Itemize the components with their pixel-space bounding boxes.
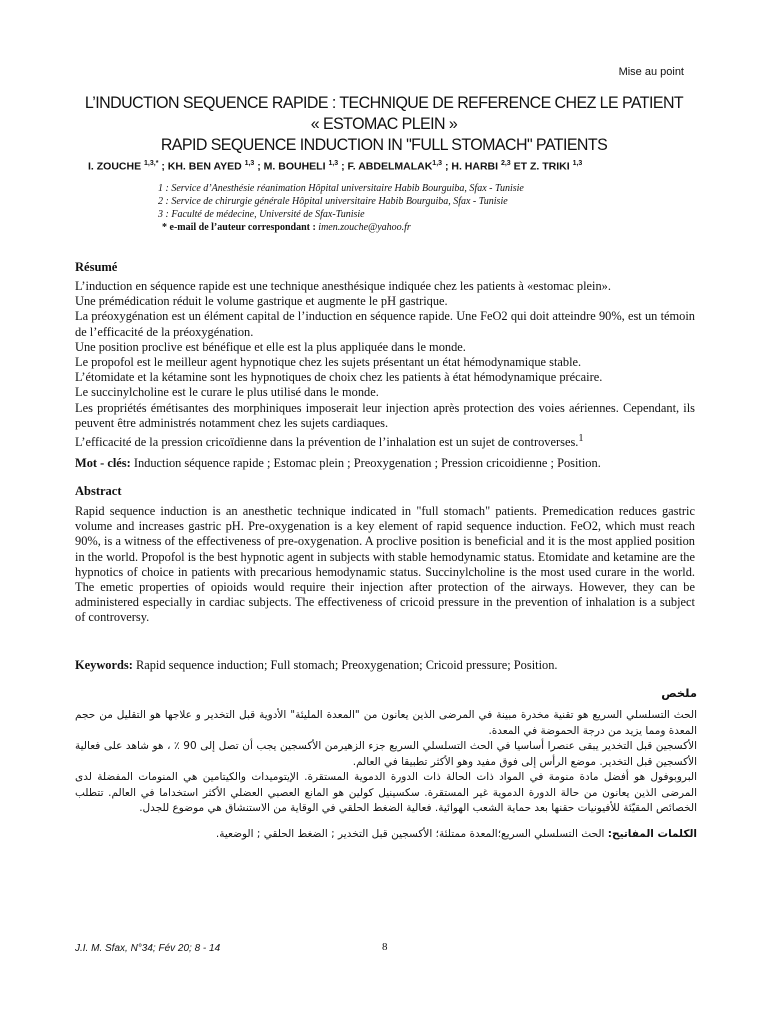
resume-last-sentence: L’efficacité de la pression cricoïdienne dans la prévention de l’inhalation est un sujet de controverses. (75, 435, 579, 450)
author-list: I. ZOUCHE $^{1,3,*}$ ; KH. BEN AYED $^{1,3}$ ; M. BOUHELI $^{1,3}$ ; F. ABDELMALAK$^{1,3}$ ; H. HARBI $^{2,3}$ ET Z. TRIKI $^{1,3}$ (88, 160, 583, 173)
correspondence-label: * e-mail de l’auteur correspondant : (162, 222, 316, 233)
resume-paragraph: L’étomidate et la kétamine sont les hypnotiques de choix chez les patients à état hémodynamique précaire. (75, 370, 603, 385)
author-affiliation-marker: 1,3,* (144, 160, 159, 167)
author-affiliation-marker: 1,3 (244, 160, 255, 167)
resume-paragraph: L’induction en séquence rapide est une technique anesthésique indiquée chez les patients à «estomac plein». (75, 279, 611, 293)
arabic-paragraph: الحث التسلسلي السريع هو تقنية مخدرة مبينة في المرضى الذين يعانون من "المعدة المليئة" الأدوية قبل التخدير و علاجها هو التقليل من حجم المعدة ومما يزيد من درجة الحموضة في المعدة. (75, 709, 697, 737)
keywords (75, 658, 695, 673)
arabic-keywords-text: الحث التسلسلي السريع؛المعدة ممتلئة؛ الأكسجين قبل التخدير ; الضغط الحلقي ; الوضعية. (215, 828, 605, 840)
author-affiliation-marker: 1,3 (328, 160, 339, 167)
mots-cles-text: Induction séquence rapide ; Estomac plein ; Preoxygenation ; Pression cricoidienne ; Position. (133, 456, 601, 470)
section-rubric: Mise au point (618, 66, 684, 78)
page-number: 8 (382, 941, 388, 953)
resume-heading: Résumé (75, 260, 118, 274)
author: I. ZOUCHE (88, 160, 142, 173)
author: M. BOUHELI (263, 160, 326, 173)
resume-body (75, 279, 695, 450)
resume-paragraph: Le succinylcholine est le curare le plus utilisé dans le monde. (75, 385, 379, 400)
author: F. ABDELMALAK (347, 160, 433, 173)
arabic-paragraph: البروبوفول هو أفضل مادة منومة في المواد ذات الحالة ذات الدورة الدموية المستقرة. الإيتوميدات والكيتامين هي المنومات المفضلة لدى المرضى الذين يعانون من حالة الدورة الدموية غير المستقرة. سكسينيل كولين هو المانع العصبي العضلي الأكثر استخداما في العالم. تتطلب الخصائص المقيّئة للأفيونيات حقنها بعد حماية الشعب الهوائية. فعالية الضغط الحلقي في الوقاية من الاستنشاق هي موضوع للجدل. (75, 771, 697, 814)
resume-paragraph: Une position proclive est bénéfique et elle est la plus appliquée dans le monde. (75, 339, 466, 354)
author-affiliation-marker: 1,3 (572, 160, 583, 167)
resume-paragraph: La préoxygénation est un élément capital de l’induction en séquence rapide. Une FeO2 qui doit atteindre 90%, est un témoin de l’efficacité de la préoxygénation. (75, 309, 695, 339)
mots-cles-label: Mot - clés: (75, 456, 131, 470)
correspondence (158, 221, 618, 234)
title-french-line-1: L’INDUCTION SEQUENCE RAPIDE : TECHNIQUE DE REFERENCE CHEZ LE PATIENT (84, 93, 684, 112)
abstract-heading: Abstract (75, 484, 122, 498)
affiliation: 3 : Faculté de médecine, Université de Sfax-Tunisie (158, 209, 365, 220)
author: Z. TRIKI (529, 160, 570, 173)
keywords-label: Keywords: (75, 658, 133, 672)
correspondence-email[interactable]: imen.zouche@yahoo.fr (318, 222, 411, 233)
author: H. HARBI (451, 160, 499, 173)
arabic-heading: ملخص (661, 686, 697, 700)
affiliation: 1 : Service d’Anesthésie réanimation Hôpital universitaire Habib Bourguiba, Sfax - Tunisie (158, 183, 524, 194)
abstract-text: Rapid sequence induction is an anesthetic technique indicated in "full stomach" patients. Premedication reduces gastric volume and increases gastric pH. Pre-oxygenation is a key element of rapid sequence induction. FeO2, which must reach 90%, is a witness of the effectiveness of pre-oxygenation. A proclive position is beneficial and it is the most applied position in the world. Propofol is the best hypnotic agent in subjects with stable hemodynamic status. Etomidate and ketamine are the hypnotics of choice in patients with precarious hemodynamic status. Succinylcholine is the most used curare in the world. The emetic properties of opioids would require their injection after protection of the airways. However, they can be administered especially in cardiac subjects. The effectiveness of cricoid pressure in the prevention of inhalation is a subject of controversy. (75, 504, 695, 625)
keywords-text: Rapid sequence induction; Full stomach; Preoxygenation; Cricoid pressure; Position. (135, 658, 558, 672)
title-french-line-2: « ESTOMAC PLEIN » (310, 114, 458, 133)
affiliation-list (158, 182, 618, 234)
arabic-abstract (75, 708, 697, 817)
reference-marker: 1 (578, 433, 584, 445)
arabic-keywords-label: الكلمات المفاتيح: (607, 828, 697, 840)
resume-paragraph: Les propriétés émétisantes des morphiniques imposerait leur injection après protection des voies aériennes. Cependant, ils peuvent être administrés notamment chez les sujets cardiaques. (75, 400, 695, 430)
resume-paragraph (75, 431, 695, 450)
resume-paragraph: Le propofol est le meilleur agent hypnotique chez les sujets présentant un état hémodynamique stable. (75, 355, 582, 370)
arabic-keywords (75, 828, 697, 840)
title-english: RAPID SEQUENCE INDUCTION IN "FULL STOMACH" PATIENTS (160, 135, 608, 154)
resume-paragraph: Une prémédication réduit le volume gastrique et augmente le pH gastrique. (75, 294, 448, 309)
author-affiliation-marker: 2,3 (500, 160, 511, 167)
arabic-paragraph: الأكسجين قبل التخدير يبقى عنصرا أساسيا في الحث التسلسلي السريع جزء الزهيرمن الأكسجين يجب أن تصل إلى 90 ٪ ، هو شاهد على فعالية الأكسجين قبل التخدير. موضع الرأس إلى فوق مفيد وهو الأكثر تطبيقا في العالم. (75, 740, 698, 768)
mots-cles (75, 456, 695, 471)
author: KH. BEN AYED (167, 160, 242, 173)
article-title (83, 92, 685, 155)
journal-citation: J.I. M. Sfax, N°34; Fév 20; 8 - 14 (75, 943, 221, 954)
affiliation: 2 : Service de chirurgie générale Hôpital universitaire Habib Bourguiba, Sfax - Tunisie (158, 196, 508, 207)
author-affiliation-marker: 1,3 (432, 160, 443, 167)
